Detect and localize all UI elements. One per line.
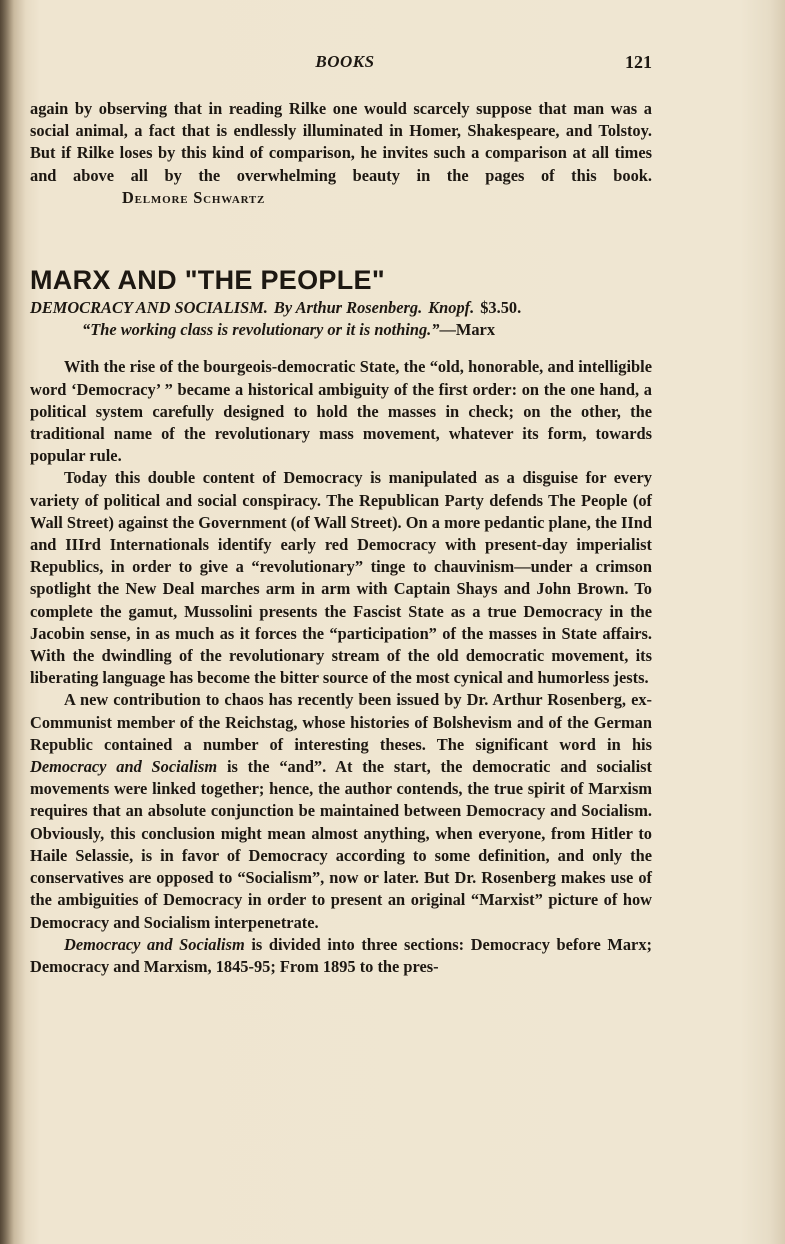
binding-shadow — [0, 0, 14, 1244]
book-reference — [30, 297, 652, 319]
running-head — [0, 52, 785, 82]
epigraph-quote: “The working class is revolutionary or it is nothing.” — [82, 320, 440, 340]
book-title-reference: Democracy and Socialism — [64, 934, 245, 954]
body-paragraph: With the rise of the bourgeois-democratic State, the “old, honorable, and intelligible word ‘Democracy’ ” became a historical ambiguity of the first order: on the one hand, a political system carefully designed to hold the masses in check; on the other, the traditional name of the revolutionary mass movement, whatever its form, towards popular rule. — [30, 357, 652, 466]
body-paragraph: Today this double content of Democracy is manipulated as a disguise for every variety of political and social conspiracy. The Republican Party defends The People (of Wall Street) against the Government (of Wall Street). On a more pedantic plane, the IInd and IIIrd Internationals identify early red Democracy with present-day imperialist Republics, in order to give a “revolutionary” tinge to chauvinism—under a crimson spotlight the New Deal marches arm in arm with Captain Shays and John Brown. To complete the gamut, Mussolini presents the Fascist State as a true Democracy in the Jacobin sense, in as much as it forces the “participation” of the masses in State affairs. With the dwindling of the revolutionary stream of the old democratic movement, its liberating language has become the bitter source of the most cynical and humorless jests. — [30, 468, 652, 688]
previous-review-ending — [30, 98, 652, 209]
page-content — [30, 98, 652, 978]
paragraph-text: is the “and”. At the start, the democratic and socialist movements were linked together; hence, the author contends, the true spirit of Marxism requires that an absolute conjunction be maintained between Democracy and Socialism. Obviously, this conclusion might mean almost anything, when everyone, from Hitler to Haile Selassie, is in favor of Democracy according to some definition, and only the conservatives are opposed to “Socialism”, now or later. But Dr. Rosenberg makes use of the ambiguities of Democracy in order to present an original “Marxist” picture of how Democracy and Socialism interpenetrate. — [30, 757, 652, 932]
book-publisher: Knopf. — [428, 298, 475, 318]
page-number: 121 — [625, 52, 652, 72]
epigraph — [30, 319, 652, 341]
book-price: $3.50. — [480, 298, 522, 318]
body-paragraph — [30, 689, 652, 933]
previous-review-text: again by observing that in reading Rilke one would scarcely suppose that man was a social animal, a fact that is endlessly illuminated in Homer, Shakespeare, and Tolstoy. But if Rilke loses by this kind of comparison, he invites such a comparison at all times and above all by the overwhelming beauty in the pages of this book. — [30, 99, 652, 185]
body-paragraph — [30, 934, 652, 978]
book-author: By Arthur Rosenberg. — [273, 298, 423, 318]
article-body — [30, 356, 652, 978]
article-title: MARX AND "THE PEOPLE" — [30, 265, 385, 296]
book-title: DEMOCRACY AND SOCIALISM. — [30, 298, 268, 318]
epigraph-attribution: —Marx — [439, 320, 496, 340]
paragraph-text: is divided into three sections: Democracy before Marx; Democracy and Marxism, 1845-95; From 1895 to the pres- — [30, 934, 652, 976]
reviewer-signature: Delmore Schwartz — [122, 187, 266, 207]
paragraph-text: A new contribution to chaos has recently been issued by Dr. Arthur Rosenberg, ex-Communist member of the Reichstag, whose histories of Bolshevism and of the German Republic contained a number of interesting theses. The significant word in his — [30, 690, 652, 754]
running-title: BOOKS — [315, 52, 375, 71]
book-title-reference: Democracy and Socialism — [30, 757, 218, 777]
